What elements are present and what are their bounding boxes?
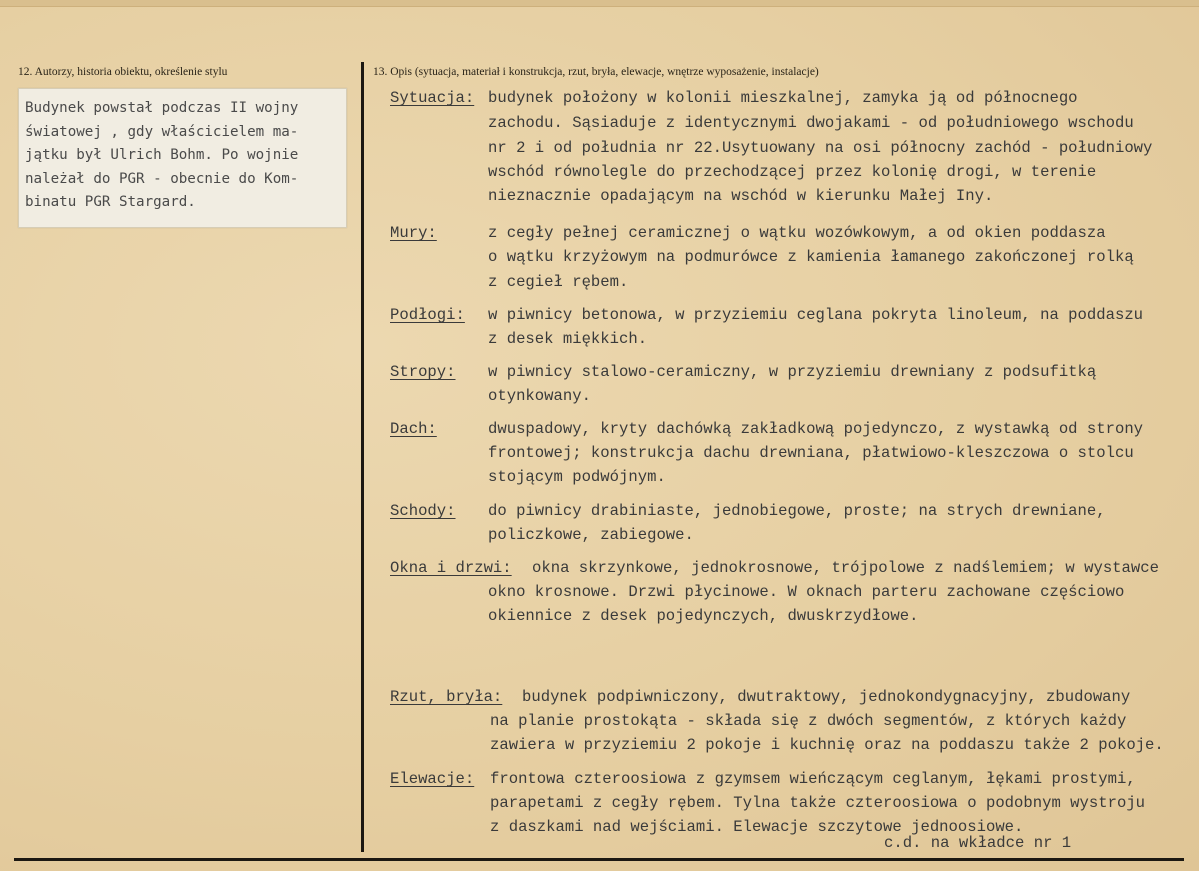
text-line: frontowej; konstrukcja dachu drewniana, płatwiowo-kleszczowa o stolcu <box>488 444 1134 462</box>
history-line: jątku był Ulrich Bohm. Po wojnie <box>25 147 299 163</box>
bottom-rule <box>14 858 1184 861</box>
field-13-heading: 13. Opis (sytuacja, materiał i konstrukcja, rzut, bryła, elewacje, wnętrze wyposażenie, instalacje) <box>373 66 819 78</box>
text-line: z cegły pełnej ceramicznej o wątku wozówkowym, a od okien poddasza <box>488 224 1106 242</box>
text-line: w piwnicy betonowa, w przyziemiu ceglana pokryta linoleum, na poddaszu <box>488 306 1144 324</box>
history-line: Budynek powstał podczas II wojny <box>25 100 299 116</box>
text-line: zachodu. Sąsiaduje z identycznymi dwojakami - od południowego wschodu <box>488 114 1134 132</box>
pasted-history-note <box>18 88 347 228</box>
label-mury: Mury: <box>390 224 437 242</box>
field-12-heading: 12. Autorzy, historia obiektu, określenie stylu <box>18 66 228 78</box>
label-stropy: Stropy: <box>390 363 456 381</box>
history-line: binatu PGR Stargard. <box>25 194 196 210</box>
text-line: nr 2 i od południa nr 22.Usytuowany na osi północny zachód - południowy <box>488 139 1153 157</box>
text-line: budynek położony w kolonii mieszkalnej, zamyka ją od północnego <box>488 89 1078 107</box>
text-line: okiennice z desek pojedynczych, dwuskrzydłowe. <box>488 607 919 625</box>
text-line: policzkowe, zabiegowe. <box>488 526 694 544</box>
text-line: w piwnicy stalowo-ceramiczny, w przyziemiu drewniany z podsufitką <box>488 363 1097 381</box>
text-line: okno krosnowe. Drzwi płycinowe. W oknach parteru zachowane częściowo <box>488 583 1125 601</box>
history-text <box>25 97 347 215</box>
label-schody: Schody: <box>390 502 456 520</box>
continuation-note: c.d. na wkładce nr 1 <box>884 834 1072 852</box>
text-line: zawiera w przyziemiu 2 pokoje i kuchnię oraz na poddaszu także 2 pokoje. <box>490 736 1164 754</box>
text-line: z daszkami nad wejściami. Elewacje szczytowe jednoosiowe. <box>490 818 1024 836</box>
text-line: nieznacznie opadającym na wschód w kierunku Małej Iny. <box>488 187 994 205</box>
text-line: frontowa czteroosiowa z gzymsem wieńczącym ceglanym, łękami prostymi, <box>490 770 1136 788</box>
label-rzut-bryla: Rzut, bryła: <box>390 688 503 706</box>
text-line: o wątku krzyżowym na podmurówce z kamienia łamanego zakończonej rolką <box>488 248 1134 266</box>
label-podlogi: Podłogi: <box>390 306 465 324</box>
history-line: światowej , gdy właścicielem ma- <box>25 123 299 140</box>
column-divider <box>361 62 364 852</box>
text-line: wschód równolegle do przechodzącej przez kolonię drogi, w terenie <box>488 163 1097 181</box>
history-line: należał do PGR - obecnie do Kom- <box>25 170 299 187</box>
text-line: z cegieł rębem. <box>488 273 629 291</box>
text-line: stojącym podwójnym. <box>488 468 666 486</box>
text-line: do piwnicy drabiniaste, jednobiegowe, proste; na strych drewniane, <box>488 502 1106 520</box>
text-line: dwuspadowy, kryty dachówką zakładkową pojedynczo, z wystawką od strony <box>488 420 1144 438</box>
top-edge <box>0 0 1199 7</box>
text-line: budynek podpiwniczony, dwutraktowy, jednokondygnacyjny, zbudowany <box>522 688 1131 706</box>
text-line: parapetami z cegły rębem. Tylna także czteroosiowa o podobnym wystroju <box>490 794 1146 812</box>
label-okna-i-drzwi: Okna i drzwi: <box>390 559 512 577</box>
text-line: na planie prostokąta - składa się z dwóch segmentów, z których każdy <box>490 712 1127 730</box>
label-sytuacja: Sytuacja: <box>390 89 475 107</box>
text-line: okna skrzynkowe, jednokrosnowe, trójpolowe z nadślemiem; w wystawce <box>532 559 1159 577</box>
text-line: otynkowany. <box>488 387 591 405</box>
text-line: z desek miękkich. <box>488 330 648 348</box>
label-dach: Dach: <box>390 420 437 438</box>
label-elewacje: Elewacje: <box>390 770 475 788</box>
